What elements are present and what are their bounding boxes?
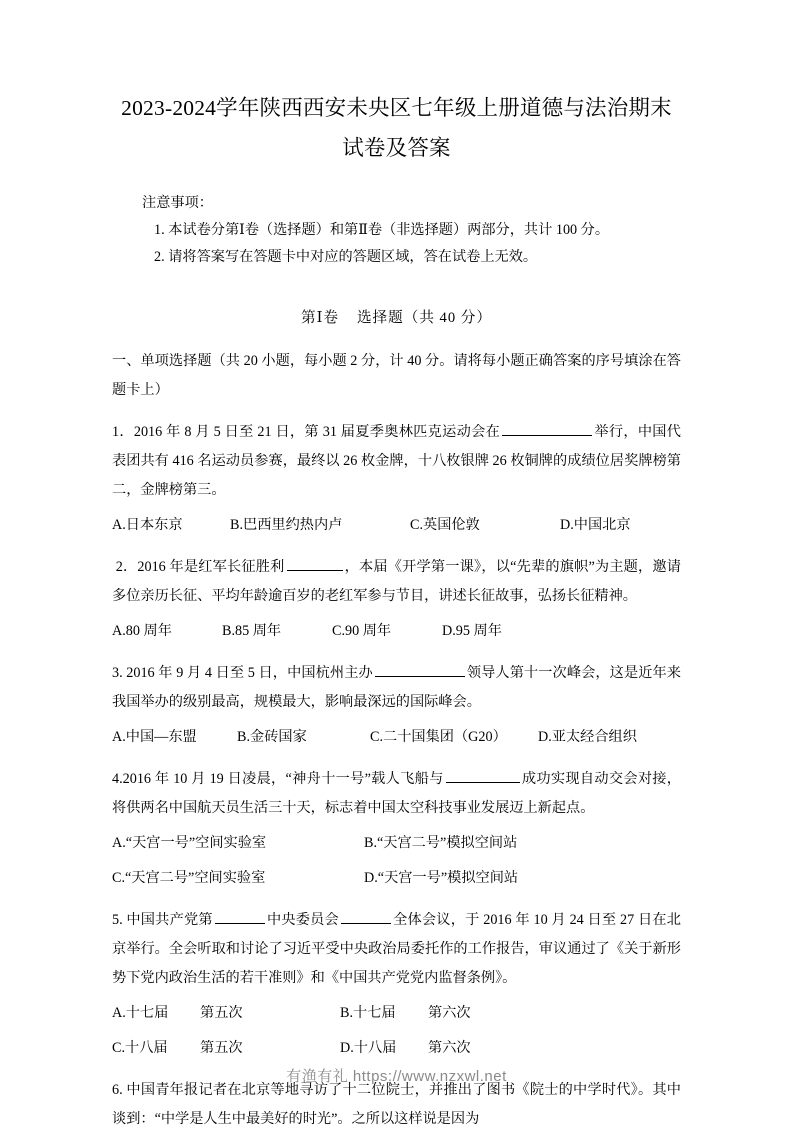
question-3-option-d[interactable]: D.亚太经合组织: [538, 729, 637, 745]
question-3-option-b[interactable]: B.金砖国家: [237, 729, 307, 745]
footer-watermark: 有渔有礼 https://www.nzxwl.net: [286, 1068, 507, 1085]
question-5-option-d-sub[interactable]: 第六次: [428, 1040, 471, 1056]
notes-heading: 注意事项：: [142, 195, 213, 211]
question-1-blank: [502, 421, 592, 436]
question-4: [112, 765, 681, 823]
section-heading: [112, 305, 681, 331]
question-3-options: [112, 723, 681, 752]
question-4-option-b[interactable]: B.“天宫二号”模拟空间站: [364, 835, 518, 851]
question-3: [112, 659, 681, 717]
question-1-options: [112, 511, 681, 540]
question-6: 6. 中国青年报记者在北京等地寻访了十二位院士，并推出了图书《院士的中学时代》。其中谈到：“中学是人生中最美好的时光”。之所以这样说是因为: [112, 1082, 681, 1127]
question-1-option-d[interactable]: D.中国北京: [560, 517, 631, 533]
question-1-stem-b: 举行，中国代表团共有 416 名运动员参赛，最终以 26 枚金牌，十八枚银牌 26 枚铜牌的成绩位居奖牌榜第二，金牌榜第三。: [112, 424, 681, 498]
question-2-option-d[interactable]: D.95 周年: [442, 623, 502, 639]
question-5-blank-1: [215, 909, 265, 924]
question-5-option-b-sub[interactable]: 第六次: [428, 1005, 471, 1021]
question-4-options-row-2: [112, 864, 681, 893]
question-4-blank: [446, 768, 520, 783]
question-4-option-a[interactable]: A.“天宫一号”空间实验室: [112, 835, 267, 851]
notes-item-2: 2. 请将答案写在答题卡中对应的答题区域，答在试卷上无效。: [154, 249, 538, 265]
question-5-option-c[interactable]: C.十八届: [112, 1040, 168, 1056]
question-3-stem-a: 3. 2016 年 9 月 4 日至 5 日，中国杭州主办: [112, 665, 373, 681]
question-2-option-c[interactable]: C.90 周年: [332, 623, 392, 639]
section-label: 第Ⅰ卷: [300, 310, 339, 326]
question-5-option-a[interactable]: A.十七届: [112, 1005, 169, 1021]
question-1: [112, 418, 681, 505]
question-5-option-a-sub[interactable]: 第五次: [200, 1005, 243, 1021]
question-1-option-a[interactable]: A.日本东京: [112, 517, 183, 533]
question-2-option-b[interactable]: B.85 周年: [222, 623, 282, 639]
question-5: [112, 906, 681, 993]
question-5-stem-mid: 中央委员会: [266, 912, 339, 928]
question-4-stem-a: 4.2016 年 10 月 19 日凌晨，“神舟十一号”载人飞船与: [112, 771, 444, 787]
question-4-option-c[interactable]: C.“天宫二号”空间实验室: [112, 870, 266, 886]
question-4-stem-b: 成功实现自动交会对接，将供两名中国航天员生活三十天，标志着中国太空科技事业发展迈上新起点。: [112, 771, 681, 816]
question-2: [112, 553, 681, 611]
question-5-stem-a: 5. 中国共产党第: [112, 912, 213, 928]
question-4-option-d[interactable]: D.“天宫一号”模拟空间站: [364, 870, 519, 886]
question-1-option-c[interactable]: C.英国伦敦: [410, 517, 480, 533]
question-5-options-row-2: [112, 1034, 681, 1063]
question-3-stem-b: 领导人第十一次峰会，这是近年来我国举办的级别最高，规模最大，影响最深远的国际峰会。: [112, 665, 681, 710]
section-name: 选择题（共 40 分）: [356, 310, 492, 326]
question-2-option-a[interactable]: A.80 周年: [112, 623, 172, 639]
notes-item-1: 1. 本试卷分第Ⅰ卷（选择题）和第Ⅱ卷（非选择题）两部分，共计 100 分。: [154, 222, 610, 238]
question-1-option-b[interactable]: B.巴西里约热内卢: [230, 517, 343, 533]
exam-notes: [112, 190, 681, 271]
question-3-blank: [375, 662, 465, 677]
question-2-stem-b: ，本届《开学第一课》，以“先辈的旗帜”为主题，邀请多位亲历长征、平均年龄逾百岁的老红军参与节目，讲述长征故事，弘扬长征精神。: [112, 559, 681, 604]
question-5-blank-2: [341, 909, 391, 924]
question-2-options: [112, 617, 681, 646]
question-4-options-row-1: [112, 829, 681, 858]
question-5-stem-b: 全体会议，于 2016 年 10 月 24 日至 27 日在北京举行。全会听取和讨论了习近平受中央政治局委托作的工作报告，审议通过了《关于新形势下党内政治生活的若干准则》和《中国共产党党内监督条例》。: [112, 912, 681, 986]
part-intro: 一、单项选择题（共 20 小题，每小题 2 分，计 40 分。请将每小题正确答案的序号填涂在答题卡上）: [112, 353, 681, 398]
question-5-options-row-1: [112, 999, 681, 1028]
question-1-stem-a: 1．2016 年 8 月 5 日至 21 日，第 31 届夏季奥林匹克运动会在: [112, 424, 501, 440]
question-5-option-b[interactable]: B.十七届: [340, 1005, 396, 1021]
question-5-option-d[interactable]: D.十八届: [340, 1040, 397, 1056]
question-3-option-a[interactable]: A.中国—东盟: [112, 729, 197, 745]
question-2-stem-a: 2．2016 年是红军长征胜利: [115, 559, 285, 575]
question-5-option-c-sub[interactable]: 第五次: [200, 1040, 243, 1056]
question-2-blank: [287, 556, 343, 571]
question-3-option-c[interactable]: C.二十国集团（G20）: [370, 729, 507, 745]
page-title: 2023-2024学年陕西西安未央区七年级上册道德与法治期末试卷及答案: [121, 96, 672, 160]
